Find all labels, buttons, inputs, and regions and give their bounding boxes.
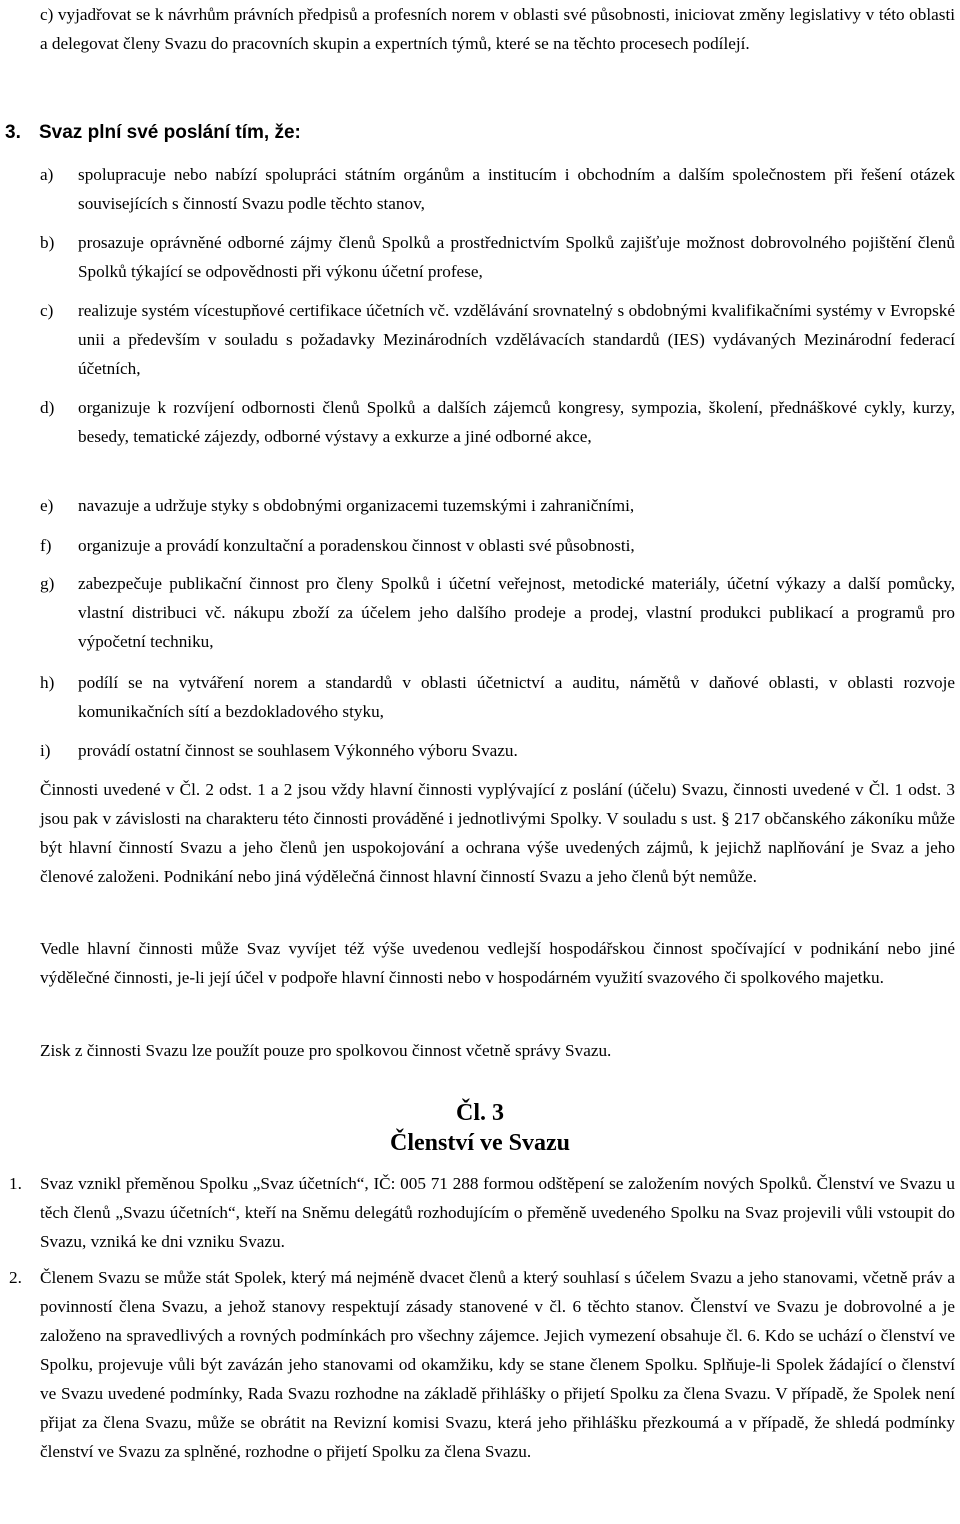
list-marker: f) [40, 536, 52, 555]
list-item-text: realizuje systém vícestupňové certifikace účetních vč. vzdělávání srovnatelný s obdobnými kvalifikačními systémy v Evropské unii a především v souladu s požadavky Mezinárodních vzdělávacích standardů (IES) vydávaných Mezinárodní federací účetních, [78, 301, 955, 378]
paragraph-cinnosti: Činnosti uvedené v Čl. 2 odst. 1 a 2 jsou vždy hlavní činnosti vyplývající z poslání (účelu) Svazu, činnosti uvedené v Čl. 1 odst. 3 jsou pak v závislosti na charakteru této činnosti prováděné i jednotlivými Spolky. V souladu s ust. § 217 občanského zákoníku může být hlavní činností Svazu a jeho členů jen uspokojování a ochrana výše uvedených zájmů, k jejichž naplňování je Svaz a jeho členové založeni. Podnikání nebo jiná výdělečná činnost hlavní činností Svazu a jeho členů být nemůže. [40, 780, 955, 886]
list-marker: c) [40, 301, 54, 320]
section-number: 3. [5, 122, 21, 143]
list-item-text: provádí ostatní činnost se souhlasem Výkonného výboru Svazu. [78, 741, 518, 760]
list-marker: a) [40, 165, 54, 184]
paragraph-vedle: Vedle hlavní činnosti může Svaz vyvíjet též výše uvedenou vedlejší hospodářskou činnost spočívající v podnikání nebo jiné výdělečné činnosti, je-li její účel v podpoře hlavní činnosti nebo v hospodárném využití svazového či spolkového majetku. [40, 939, 955, 987]
list-item-text: navazuje a udržuje styky s obdobnými organizacemi tuzemskými i zahraničními, [78, 496, 635, 515]
section-title: Svaz plní své poslání tím, že: [39, 122, 301, 143]
list-marker: b) [40, 233, 55, 252]
chapter-number: Čl. 3 [456, 1100, 504, 1126]
list-marker: h) [40, 673, 55, 692]
list-marker: i) [40, 741, 51, 760]
section-3-heading [5, 118, 301, 147]
chapter-title: Členství ve Svazu [390, 1130, 570, 1156]
list-item-text: zabezpečuje publikační činnost pro členy Spolků i účetní veřejnost, metodické materiály, účetní výkazy a další pomůcky, vlastní distribuci vč. nákupu zboží za účelem jeho dalšího prodeje a prodej, vlastní produkci publikací a programů pro výpočetní techniku, [78, 574, 955, 651]
list-item-text: organizuje a provádí konzultační a poradenskou činnost v oblasti své působnosti, [78, 536, 635, 555]
numbered-item-text: Členem Svazu se může stát Spolek, který má nejméně dvacet členů a který souhlasí s účelem Svazu a jeho stanovami, včetně práv a povinností člena Svazu, a jehož stanovy respektují zásady stanovené v čl. 6 těchto stanov. Členství ve Svazu je dobrovolné a je založeno na spravedlivých a rovných podmínkách pro všechny zájemce. Jejich vymezení obsahuje čl. 6. Kdo se uchází o členství ve Spolku, projevuje vůli být zavázán jeho stanovami od okamžiku, kdy se stane členem Spolku. Splňuje-li Spolek žádající o členství ve Svazu uvedené podmínky, Rada Svazu rozhodne na základě přihlášky o přijetí Spolku za člena Svazu. V případě, že Spolek není přijat za člena Svazu, může se obrátit na Revizní komisi Svazu, která jeho přihlášku přezkoumá a v případě, že shledá podmínky členství ve Svazu za splněné, rozhodne o přijetí Spolku za člena Svazu. [40, 1268, 955, 1461]
numbered-marker: 2. [9, 1268, 22, 1287]
list-marker: d) [40, 398, 55, 417]
list-item-text: prosazuje oprávněné odborné zájmy členů Spolků a prostřednictvím Spolků zajišťuje možnost dobrovolného pojištění členů Spolků týkající se odpovědnosti při výkonu účetní profese, [78, 233, 955, 281]
list-item-text: podílí se na vytváření norem a standardů v oblasti účetnictví a auditu, námětů v daňové oblasti, v oblasti rozvoje komunikačních sítí a bezdokladového styku, [78, 673, 955, 721]
numbered-item-text: Svaz vznikl přeměnou Spolku „Svaz účetních“, IČ: 005 71 288 formou odštěpení se založením nových Spolků. Členství ve Svazu u těch členů „Svazu účetních“, kteří na Sněmu delegátů rozhodujícím o přeměně uvedeného Spolku na Svaz projevili vůli vstoupit do Svazu, vzniká ke dni vzniku Svazu. [40, 1174, 955, 1251]
paragraph-zisk: Zisk z činnosti Svazu lze použít pouze pro spolkovou činnost včetně správy Svazu. [40, 1041, 612, 1060]
numbered-marker: 1. [9, 1174, 22, 1193]
list-marker: e) [40, 496, 54, 515]
list-marker: g) [40, 574, 55, 593]
list-item-text: spolupracuje nebo nabízí spolupráci státním orgánům a institucím i obchodním a dalším společnostem při řešení otázek souvisejících s činností Svazu podle těchto stanov, [78, 165, 955, 213]
paragraph-c-continuation: c) vyjadřovat se k návrhům právních předpisů a profesních norem v oblasti své působnosti, iniciovat změny legislativy v této oblasti a delegovat členy Svazu do pracovních skupin a expertních týmů, které se na těchto procesech podílejí. [40, 5, 955, 53]
list-item-text: organizuje k rozvíjení odbornosti členů Spolků a dalších zájemců kongresy, sympozia, školení, přednáškové cykly, kurzy, besedy, tematické zájezdy, odborné výstavy a exkurze a jiné odborné akce, [78, 398, 955, 446]
